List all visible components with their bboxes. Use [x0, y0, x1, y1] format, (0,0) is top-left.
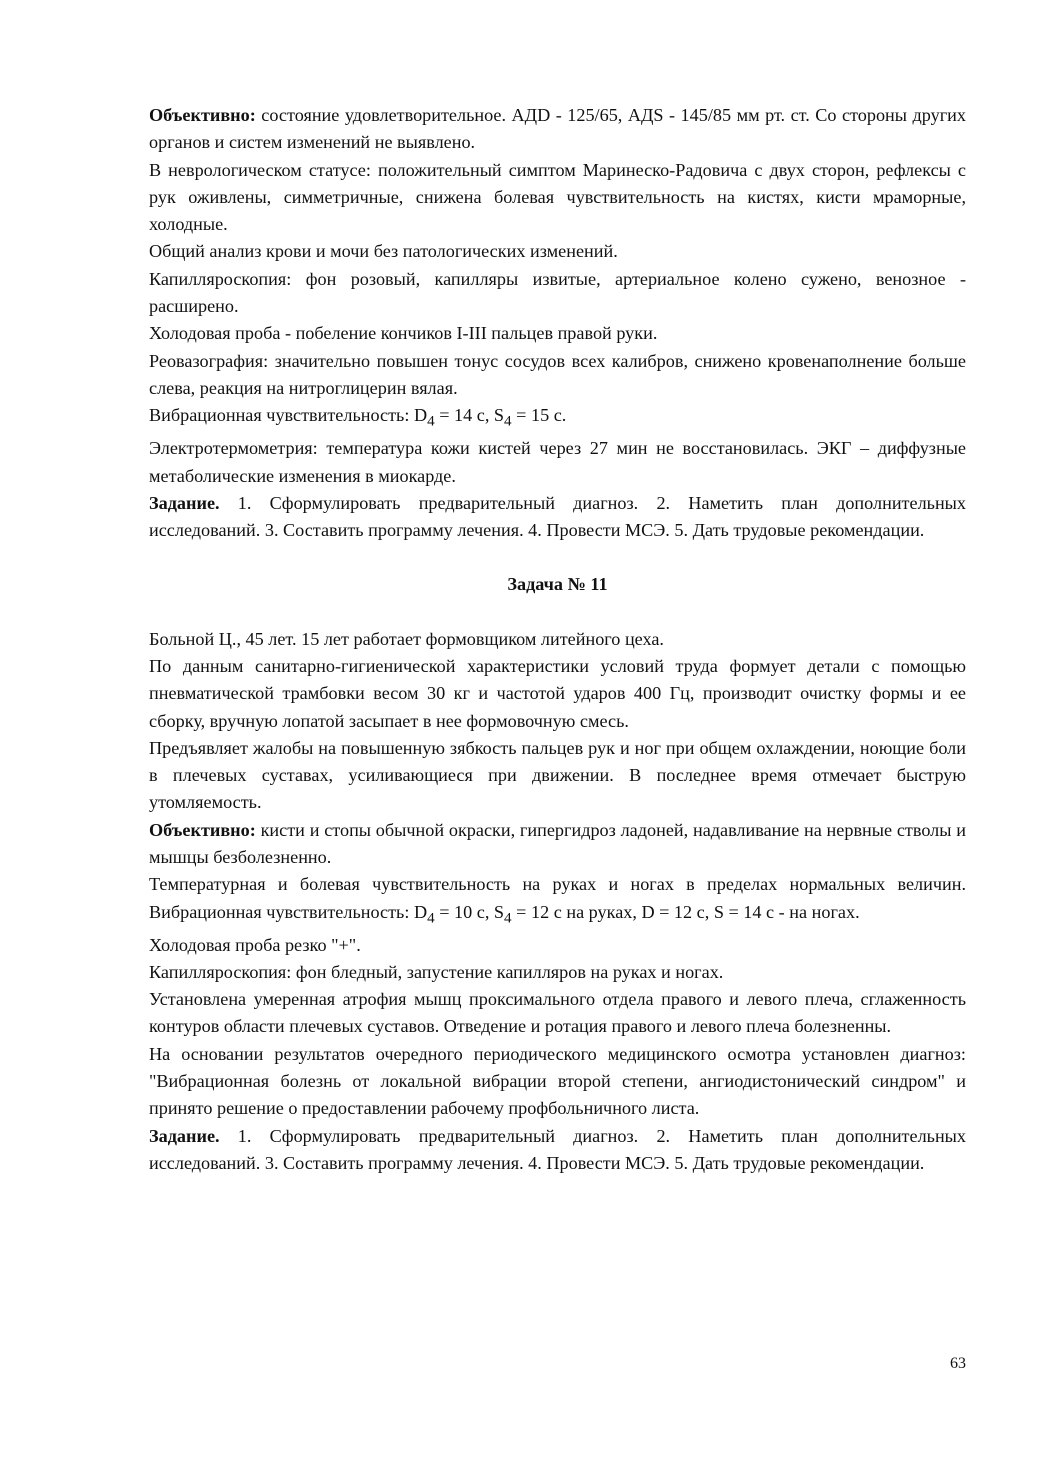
subscript: 4	[504, 412, 512, 430]
complaints-paragraph: Предъявляет жалобы на повышенную зябкость пальцев рук и ног при общем охлаждении, ноющие боли в плечевых суставах, усиливающиеся при движении. В последнее время отмечает быструю утомляемость.	[149, 737, 966, 813]
objective-label: Объективно:	[149, 819, 256, 840]
assignment-text: 1. Сформулировать предварительный диагноз. 2. Наметить план дополнительных исследований. 3. Составить программу лечения. 4. Провести МСЭ. 5. Дать трудовые рекомендации.	[149, 1125, 966, 1173]
objective-text: кисти и стопы обычной окраски, гипергидроз ладоней, надавливание на нервные стволы и мышцы безболезненно.	[149, 819, 966, 868]
sensitivity-text: Температурная и болевая чувствительность на руках и ногах в пределах нормальных величин. Вибрационная чувствительность: D	[149, 874, 966, 922]
neuro-status-paragraph: В неврологическом статусе: положительный симптом Маринеско-Радовича с двух сторон, рефлексы с рук оживлены, симметричные, снижена болевая чувствительность на кистях, кисти мраморные, холодные.	[149, 159, 966, 235]
sensitivity-text: = 10 с, S	[434, 901, 505, 922]
capillaroscopy-paragraph: Капилляроскопия: фон розовый, капилляры извитые, артериальное колено сужено, венозное - расширено.	[149, 268, 966, 317]
assignment-label: Задание.	[149, 1125, 220, 1146]
vibration-text: = 15 с.	[511, 405, 567, 426]
patient-paragraph: Больной Ц., 45 лет. 15 лет работает формовщиком литейного цеха.	[149, 628, 664, 649]
document-page	[149, 102, 966, 1177]
vibration-sensitivity-paragraph	[149, 402, 966, 435]
spacer	[149, 599, 966, 626]
cold-test-paragraph: Холодовая проба - побеление кончиков I-III пальцев правой руки.	[149, 323, 658, 344]
hygiene-paragraph: По данным санитарно-гигиенической характеристики условий труда формует детали с помощью пневматической трамбовки весом 30 кг и частотой ударов 400 Гц, производит очистку формы и ее сборку, вручную лопатой засыпает в нее формовочную смесь.	[149, 655, 966, 731]
sensitivity-paragraph	[149, 871, 966, 931]
atrophy-paragraph: Установлена умеренная атрофия мышц проксимального отдела правого и левого плеча, сглаженность контуров области плечевых суставов. Отведение и ротация правого и левого плеча болезненны.	[149, 989, 966, 1037]
subscript: 4	[504, 909, 512, 927]
vibration-text: Вибрационная чувствительность: D	[149, 405, 428, 426]
subscript: 4	[427, 412, 435, 430]
objective-text: состояние удовлетворительное. АДD - 125/65, АДS - 145/85 мм рт. ст. Со стороны других органов и систем изменений не выявлено.	[149, 105, 966, 153]
page-number: 63	[950, 1355, 966, 1372]
objective-label: Объективно:	[149, 105, 256, 125]
capillaroscopy-paragraph: Капилляроскопия: фон бледный, запустение капилляров на руках и ногах.	[149, 961, 724, 982]
sensitivity-text: = 12 с на руках, D = 12 с, S = 14 с - на ногах.	[511, 901, 860, 922]
rheovasography-paragraph: Реовазография: значительно повышен тонус сосудов всех калибров, снижено кровенаполнение больше слева, реакция на нитроглицерин вялая.	[149, 350, 966, 398]
vibration-text: = 14 с, S	[434, 405, 505, 426]
cold-test-paragraph: Холодовая проба резко "+".	[149, 934, 361, 955]
assignment-paragraph	[149, 1123, 966, 1178]
objective-paragraph	[149, 817, 966, 872]
blood-analysis-paragraph: Общий анализ крови и мочи без патологических изменений.	[149, 241, 618, 262]
objective-paragraph	[149, 102, 966, 157]
subscript: 4	[427, 909, 435, 927]
task-heading: Задача № 11	[507, 574, 608, 595]
diagnosis-paragraph: На основании результатов очередного периодического медицинского осмотра установлен диагноз: "Вибрационная болезнь от локальной вибрации второй степени, ангиодистонический синдром" и принято решение о предоставлении рабочему профбольничного листа.	[149, 1043, 966, 1119]
assignment-paragraph	[149, 490, 966, 545]
electrothermometry-paragraph: Электротермометрия: температура кожи кистей через 27 мин не восстановилась. ЭКГ – диффузные метаболические изменения в миокарде.	[149, 438, 966, 486]
assignment-label: Задание.	[149, 492, 220, 513]
assignment-text: 1. Сформулировать предварительный диагноз. 2. Наметить план дополнительных исследований. 3. Составить программу лечения. 4. Провести МСЭ. 5. Дать трудовые рекомендации.	[149, 492, 966, 541]
spacer	[149, 544, 966, 571]
